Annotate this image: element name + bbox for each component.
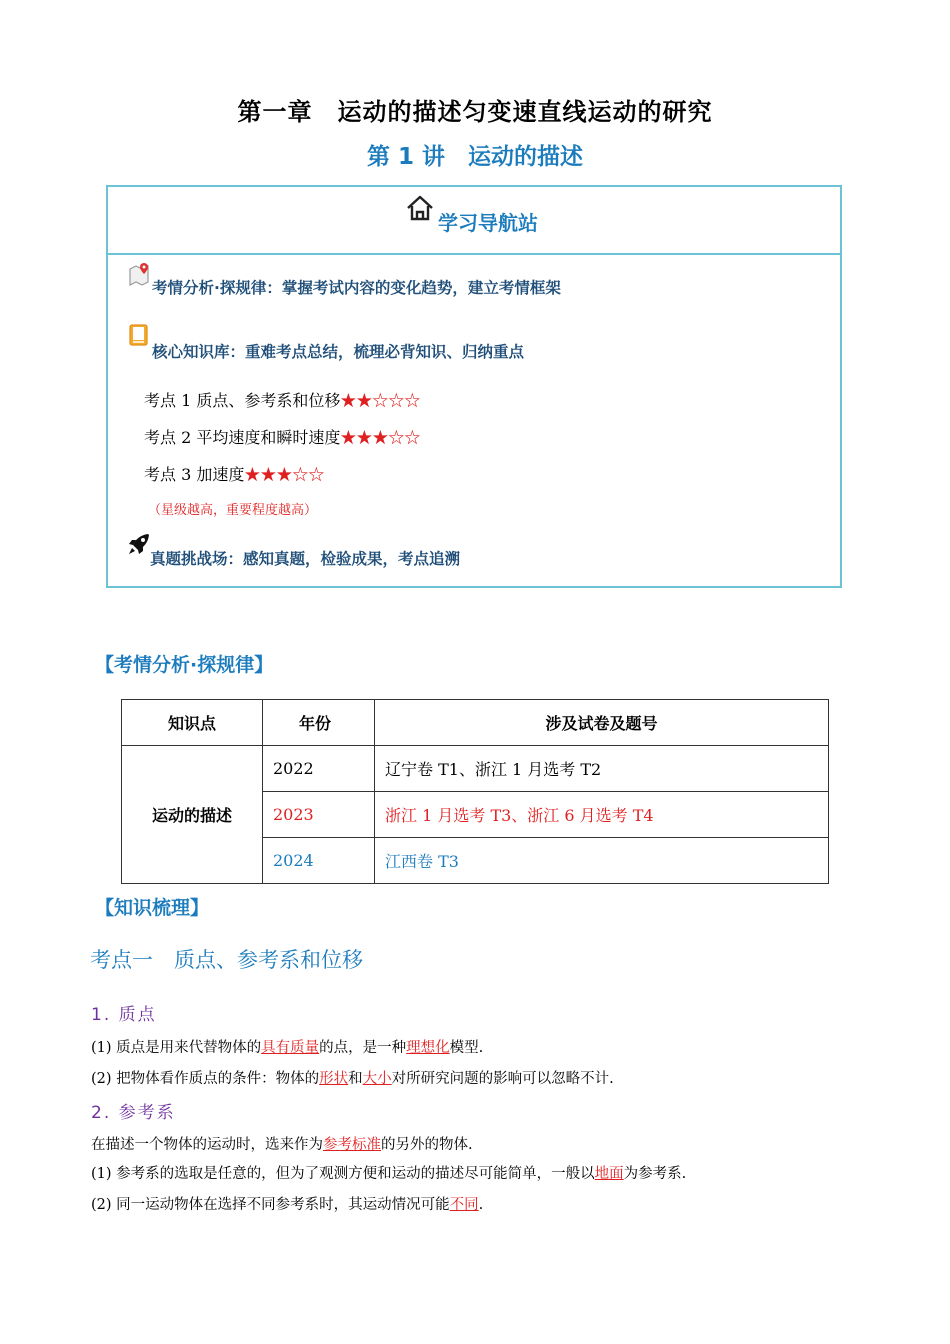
exam-table bbox=[121, 699, 829, 884]
section-exam-analysis: 【考情分析·探规律】 bbox=[95, 654, 274, 676]
star-note: （星级越高，重要程度越高） bbox=[148, 503, 318, 518]
paragraph: (2) 把物体看作质点的条件：物体的形状和大小对所研究问题的影响可以忽略不计. bbox=[91, 1071, 614, 1087]
year-cell: 2023 bbox=[263, 792, 375, 838]
rocket-icon bbox=[126, 531, 152, 557]
stars-rating: ★★★☆☆ bbox=[244, 465, 325, 484]
stars-rating: ★★☆☆☆ bbox=[340, 391, 421, 410]
blank-answer: 理想化 bbox=[406, 1040, 450, 1056]
nav-real-exam: 真题挑战场：感知真题，检验成果，考点追溯 bbox=[150, 550, 461, 568]
blank-answer: 不同 bbox=[449, 1197, 479, 1213]
subhead-particle: 1. 质点 bbox=[91, 1005, 157, 1025]
topic-cell: 运动的描述 bbox=[122, 746, 263, 884]
nav-title: 学习导航站 bbox=[438, 211, 538, 235]
lecture-title: 第 1 讲 运动的描述 bbox=[366, 144, 584, 170]
home-icon bbox=[405, 193, 435, 223]
subhead-reference-frame: 2. 参考系 bbox=[91, 1103, 176, 1123]
year-cell: 2022 bbox=[263, 746, 375, 792]
paragraph: 在描述一个物体的运动时，选来作为参考标准的另外的物体. bbox=[91, 1137, 473, 1153]
table-row bbox=[122, 746, 829, 792]
map-pin-icon bbox=[128, 261, 154, 287]
header-papers: 涉及试卷及题号 bbox=[375, 700, 829, 746]
papers-cell: 江西卷 T3 bbox=[375, 838, 829, 884]
paragraph: (2) 同一运动物体在选择不同参考系时，其运动情况可能不同. bbox=[91, 1197, 484, 1213]
papers-cell: 浙江 1 月选考 T3、浙江 6 月选考 T4 bbox=[375, 792, 829, 838]
section-knowledge: 【知识梳理】 bbox=[95, 897, 210, 919]
paragraph: (1) 质点是用来代替物体的具有质量的点，是一种理想化模型. bbox=[91, 1040, 484, 1056]
nav-exam-analysis: 考情分析·探规律：掌握考试内容的变化趋势，建立考情框架 bbox=[152, 279, 561, 297]
topic-2: 考点 2 平均速度和瞬时速度★★★☆☆ bbox=[144, 428, 421, 447]
topic-3: 考点 3 加速度★★★☆☆ bbox=[144, 465, 325, 484]
kp1-title: 考点一 质点、参考系和位移 bbox=[90, 948, 363, 972]
blank-answer: 地面 bbox=[594, 1166, 624, 1182]
blank-answer: 参考标准 bbox=[323, 1137, 381, 1153]
year-cell: 2024 bbox=[263, 838, 375, 884]
table-header-row bbox=[122, 700, 829, 746]
book-icon bbox=[128, 323, 150, 347]
paragraph: (1) 参考系的选取是任意的，但为了观测方便和运动的描述尽可能简单，一般以地面为参考系. bbox=[91, 1166, 687, 1182]
stars-rating: ★★★☆☆ bbox=[340, 428, 421, 447]
blank-answer: 形状 bbox=[319, 1071, 349, 1087]
header-knowledge: 知识点 bbox=[122, 700, 263, 746]
topic-1: 考点 1 质点、参考系和位移★★☆☆☆ bbox=[144, 391, 421, 410]
nav-header bbox=[108, 187, 840, 255]
chapter-title: 第一章 运动的描述匀变速直线运动的研究 bbox=[237, 98, 713, 126]
blank-answer: 大小 bbox=[362, 1071, 392, 1087]
learning-nav-box bbox=[106, 185, 842, 588]
blank-answer: 具有质量 bbox=[261, 1040, 320, 1056]
nav-knowledge: 核心知识库：重难考点总结，梳理必背知识、归纳重点 bbox=[152, 343, 525, 361]
header-year: 年份 bbox=[263, 700, 375, 746]
papers-cell: 辽宁卷 T1、浙江 1 月选考 T2 bbox=[375, 746, 829, 792]
